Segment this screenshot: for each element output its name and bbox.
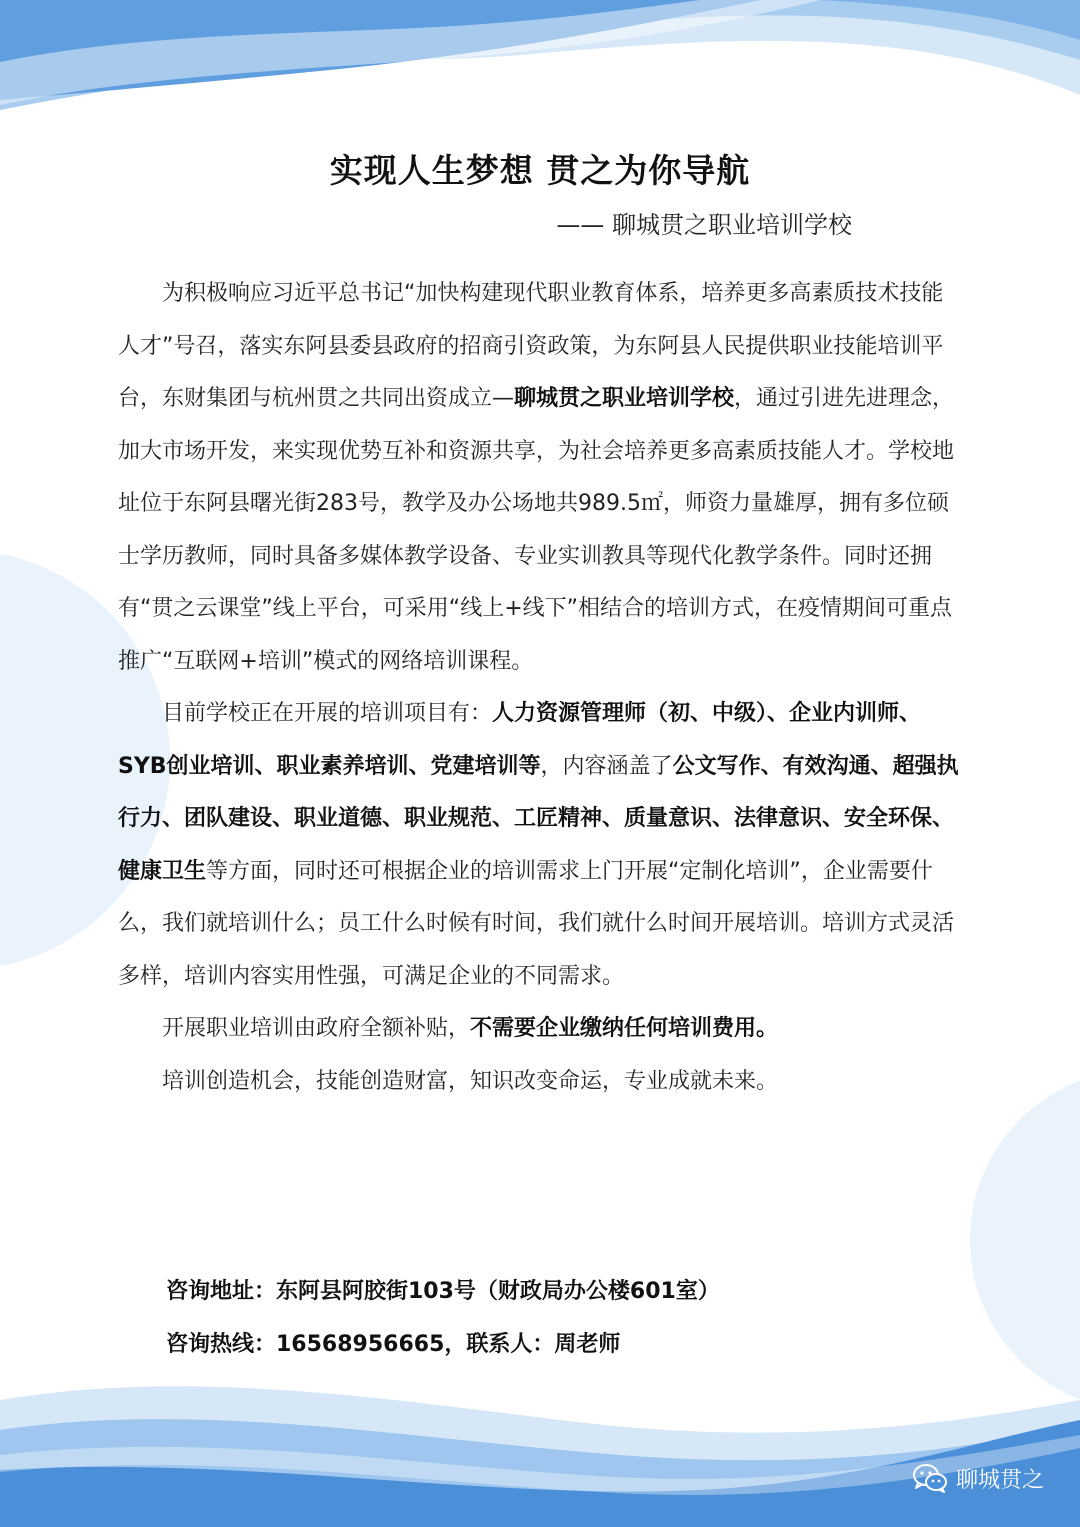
page-subtitle: —— 聊城贯之职业培训学校 — [556, 211, 852, 239]
school-name: 聊城贯之职业培训学校 — [514, 386, 735, 411]
contact-address: 咨询地址：东阿县阿胶街103号（财政局办公楼601室） — [166, 1279, 720, 1304]
contact-hotline: 咨询热线：16568956665，联系人：周老师 — [166, 1331, 621, 1357]
contact-info — [166, 1266, 966, 1371]
paragraph-projects: 目前学校正在开展的培训项目有：人力资源管理师（初、中级）、企业内训师、SYB创业培训、职业素养培训、党建培训等，内容涵盖了公文写作、有效沟通、超强执行力、团队建设、职业道德、职业规范、工匠精神、质量意识、法律意识、安全环保、健康卫生等方面，同时还可根据企业的培训需求上门开展“定制化培训”，企业需要什么，我们就培训什么；员工什么时候有时间，我们就什么时间开展培训。培训方式灵活多样，培训内容实用性强，可满足企业的不同需求。 — [118, 701, 959, 989]
article-body — [118, 268, 963, 1108]
paragraph-slogan: 培训创造机会，技能创造财富，知识改变命运，专业成就未来。 — [162, 1068, 779, 1094]
wechat-watermark — [912, 1460, 1044, 1496]
paragraph-subsidy: 开展职业培训由政府全额补贴，不需要企业缴纳任何培训费用。 — [162, 1016, 779, 1041]
training-topics: 公文写作、有效沟通、超强执行力、团队建设、职业道德、职业规范、工匠精神、质量意识、法律意识、安全环保、健康卫生 — [118, 753, 959, 884]
watermark-text: 聊城贯之 — [955, 1467, 1044, 1493]
training-projects: 人力资源管理师（初、中级）、企业内训师、SYB创业培训、职业素养培训、党建培训等 — [118, 701, 922, 779]
paragraph-intro: 为积极响应习近平总书记“加快构建现代职业教育体系，培养更多高素质技术技能人才”号召，落实东阿县委县政府的招商引资政策，为东阿县人民提供职业技能培训平台，东财集团与杭州贯之共同出资成立—聊城贯之职业培训学校，通过引进先进理念，加大市场开发，来实现优势互补和资源共享，为社会培养更多高素质技能人才。学校地址位于东阿县曙光街283号，教学及办公场地共989.5㎡，师资力量雄厚，拥有多位硕士学历教师，同时具备多媒体教学设备、专业实训教具等现代化教学条件。同时还拥有“贯之云课堂”线上平台，可采用“线上+线下”相结合的培训方式，在疫情期间可重点推广“互联网+培训”模式的网络培训课程。 — [118, 281, 955, 674]
page-title: 实现人生梦想 贯之为你导航 — [329, 151, 751, 190]
wechat-icon — [912, 1462, 948, 1494]
subsidy-emphasis: 不需要企业缴纳任何培训费用。 — [470, 1016, 779, 1041]
